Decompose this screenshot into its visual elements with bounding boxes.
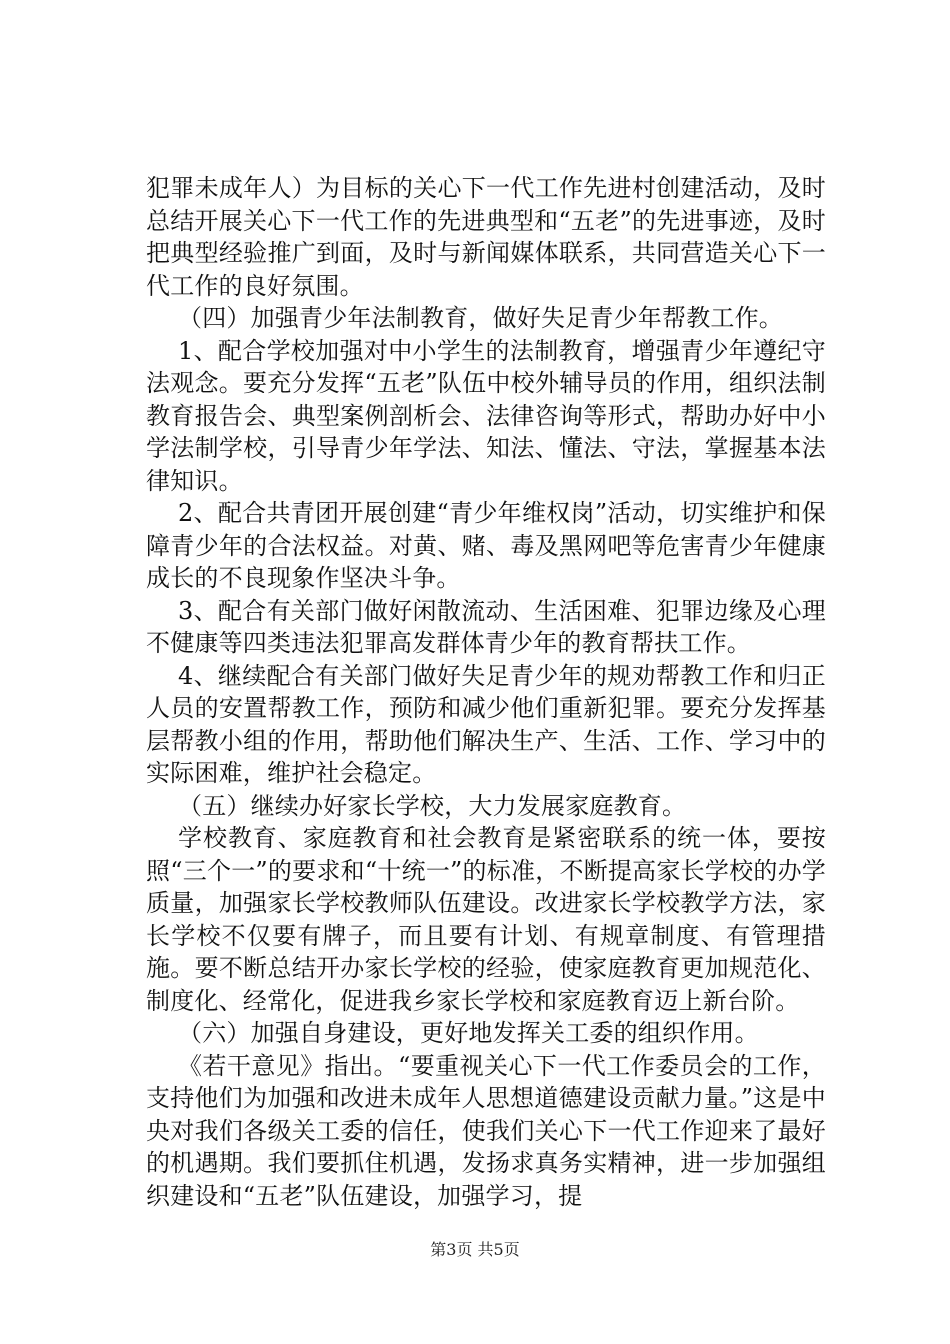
paragraph-item-1: 1、配合学校加强对中小学生的法制教育，增强青少年遵纪守法观念。要充分发挥“五老”队伍中校外辅导员的作用，组织法制教育报告会、典型案例剖析会、法律咨询等形式，帮助办好中小学法制学校，引导青少年学法、知法、懂法、守法，掌握基本法律知识。: [146, 336, 826, 495]
paragraph-item-2: 2、配合共青团开展创建“青少年维权岗”活动，切实维护和保障青少年的合法权益。对黄、赌、毒及黑网吧等危害青少年健康成长的不良现象作坚决斗争。: [146, 499, 826, 592]
section-heading-6: （六）加强自身建设，更好地发挥关工委的组织作用。: [178, 1019, 759, 1047]
paragraph-item-3: 3、配合有关部门做好闲散流动、生活困难、犯罪边缘及心理不健康等四类违法犯罪高发群体青少年的教育帮扶工作。: [146, 596, 826, 657]
document-body: [146, 172, 826, 1212]
paragraph-item-4: 4、继续配合有关部门做好失足青少年的规劝帮教工作和归正人员的安置帮教工作，预防和减少他们重新犯罪。要充分发挥基层帮教小组的作用，帮助他们解决生产、生活、工作、学习中的实际困难，维护社会稳定。: [146, 661, 826, 787]
section-heading-4: （四）加强青少年法制教育，做好失足青少年帮教工作。: [178, 304, 783, 332]
paragraph-opinions: 《若干意见》指出。“要重视关心下一代工作委员会的工作，支持他们为加强和改进未成年人思想道德建设贡献力量。”这是中央对我们各级关工委的信任，使我们关心下一代工作迎来了最好的机遇期。我们要抓住机遇，发扬求真务实精神，进一步加强组织建设和“五老”队伍建设，加强学习，提: [146, 1051, 826, 1210]
page-number-label: 第3页 共5页: [430, 1240, 520, 1259]
page-footer: [0, 1240, 950, 1260]
paragraph-1: 犯罪未成年人）为目标的关心下一代工作先进村创建活动，及时总结开展关心下一代工作的先进典型和“五老”的先进事迹，及时把典型经验推广到面，及时与新闻媒体联系，共同营造关心下一代工作的良好氛围。: [146, 174, 826, 300]
section-heading-5: （五）继续办好家长学校，大力发展家庭教育。: [178, 791, 687, 820]
paragraph-family-education: 学校教育、家庭教育和社会教育是紧密联系的统一体，要按照“三个一”的要求和“十统一”的标准，不断提高家长学校的办学质量，加强家长学校教师队伍建设。改进家长学校教学方法，家长学校不仅要有牌子，而且要有计划、有规章制度、有管理措施。要不断总结开办家长学校的经验，使家庭教育更加规范化、制度化、经常化，促进我乡家长学校和家庭教育迈上新台阶。: [146, 824, 826, 1015]
